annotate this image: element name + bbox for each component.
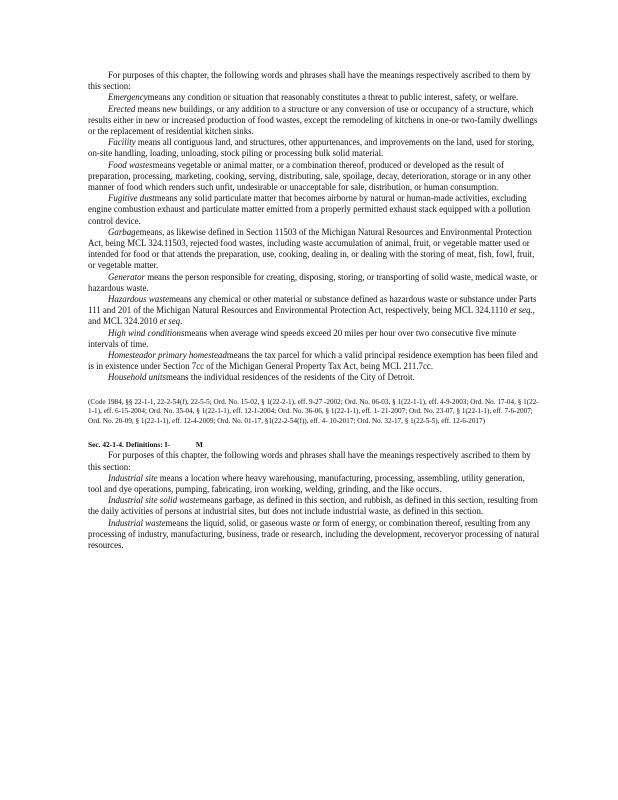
definition-text: means any condition or situation that reasonably constitutes a threat to public interest, safety, or welfare. — [147, 92, 519, 103]
term-high-wind: High wind conditions — [108, 327, 185, 338]
definition-text: means vegetable or animal matter, or a combination thereof, produced or developed as the result of preparation, processing, marketing, cooking, serving, distributing, sale, spoilage, decay, deterioration, storage or in any other manner of food which renders such unfit, undesirable or unacceptable for sale, distribution, or human consumption. — [88, 159, 532, 193]
term-food-wastes: Food wastes — [108, 159, 153, 170]
definition-text: means a location where heavy warehousing, manufacturing, processing, assembling, utility generation, tool and dye operations, pumping, fabricating, iron working, welding, grinding, and the like occurs. — [88, 472, 525, 495]
section-heading-letter: M — [195, 440, 203, 450]
definition-text: means when average wind speeds exceed 20 miles per hour over two consecutive five minute intervals of time. — [88, 327, 517, 349]
definition-text: means the person responsible for creating, disposing, storing, or transporting of solid waste, medical waste, or hazardous waste. — [88, 271, 538, 293]
definition-fugitive-dust — [88, 193, 540, 227]
definition-hazardous-waste — [88, 294, 540, 328]
term-erected: Erected — [108, 103, 136, 114]
definition-text: means garbage, as defined in this section, and rubbish, as defined in this section, resulting from the daily activities of persons at industrial sites, but does not include industrial waste, as defined in this section. — [88, 495, 538, 517]
definition-industrial-site-solid-waste — [88, 495, 540, 517]
definition-text-mid: , and MCL 324.2010 — [88, 305, 535, 327]
term-industrial-site: Industrial site — [108, 472, 158, 483]
definition-text: means all contiguous land, and structures, other appurtenances, and improvements on the land, used for storing, on-site handling, loading, unloading, stock piling or processing bulk solid material. — [88, 137, 535, 159]
et-seq-2: et seq — [159, 316, 181, 327]
term-homestead: Homesteador primary homestead — [108, 350, 227, 361]
term-hazardous-waste: Hazardous waste — [108, 294, 170, 305]
section-heading — [88, 440, 540, 450]
definition-text: means, as likewise defined in Section 11503 of the Michigan Natural Resources and Environmental Protection Act, being MCL 324.11503, rejected food wastes, including waste accumulation of animal, fruit, or vegetable matter used or intended for food or that attends the preparation, use, cooking, dealing in, or dealing with the storing of meat, fish, fowl, fruit, or vegetable matter. — [88, 226, 535, 271]
term-fugitive-dust: Fugitive dust — [108, 193, 155, 204]
definition-text: means the liquid, solid, or gaseous waste or form of energy, or combination thereof, resulting from any processing of industry, manufacturing, business, trade or research, including the development, recoveryor processing of natural resources. — [88, 517, 540, 551]
definition-household-units — [88, 372, 540, 383]
definition-text: means the individual residences of the residents of the City of Detroit. — [165, 372, 415, 383]
definition-homestead — [88, 350, 540, 372]
definition-erected — [88, 104, 540, 138]
definition-generator — [88, 272, 540, 294]
definition-text-end: . — [180, 316, 183, 327]
et-seq-1: et seq. — [509, 305, 533, 316]
definition-garbage — [88, 227, 540, 272]
definition-emergency — [88, 92, 540, 103]
section1-intro: For purposes of this chapter, the following words and phrases shall have the meanings respectively ascribed to them by this section: — [88, 70, 531, 92]
term-industrial-site-solid-waste: Industrial site solid waste — [108, 495, 200, 506]
definition-text: means any chemical or other material or substance defined as hazardous waste or substance under Parts 111 and 201 of the Michigan Natural Resources and Environmental Protection Act, respectively, being MCL 324.1110 — [88, 294, 537, 316]
term-facility: Facility — [108, 137, 136, 148]
definition-facility — [88, 137, 540, 159]
term-industrial-waste: Industrial waste — [108, 517, 166, 528]
definition-text: means new buildings, or any addition to a structure or any conversion of use or occupancy of a structure, which results either in new or increased production of food wastes, except the remodeling of kitchens in one-or two-family dwellings or the replacement of residential kitchen sinks. — [88, 103, 538, 137]
definition-text: means the tax parcel for which a valid principal residence exemption has been filed and is in existence under Section 7cc of the Michigan General Property Tax Act, being MCL 211.7cc. — [88, 350, 538, 372]
definition-industrial-waste — [88, 518, 540, 552]
section-heading-text: Sec. 42-1-4. Definitions: I- — [88, 440, 170, 450]
term-household-units: Household units — [108, 372, 166, 383]
document-page — [88, 70, 540, 551]
definition-industrial-site — [88, 473, 540, 495]
definition-food-wastes — [88, 160, 540, 194]
section2-body — [88, 450, 540, 551]
term-emergency: Emergency — [108, 92, 148, 103]
term-garbage: Garbage — [108, 226, 140, 237]
legislative-history-citation: (Code 1984, §§ 22-1-1, 22-2-54(f), 22-5-5; Ord. No. 15-02, § 1(22-2-1), eff. 9-27 -2002; Ord. No. 06-03, § 1(22-1-1), eff. 4-9-2003; Ord. No. 17-04, § 1(22-1-1), eff. 6-15-2004; Ord. No. 35-04, § 1(22-1-1), eff. 12-1-2004; Ord. No. 36-06, § 1(22-1-1), eff. 1- 21-2007; Ord. No. 23-07, § 1(22-1-1), eff. 7-6-2007; Ord. No. 20-09, § 1(22-1-1), eff. 12-4-2009; Ord. No. 01-17, §1(22-2-54(f)), eff. 4- 10-2017; Ord. No. 32-17, § 1(22-5-5), eff. 12-6-2017) — [88, 397, 539, 425]
section2-intro: For purposes of this chapter, the following words and phrases shall have the meanings respectively ascribed to them by this section: — [88, 450, 531, 472]
definition-high-wind — [88, 328, 540, 350]
definition-text: means any solid particulate matter that becomes airborne by natural or human-made activities, excluding engine combustion exhaust and particulate matter emitted from a properly permitted exhaust stack equipped with a pollution control device. — [88, 193, 531, 226]
term-generator: Generator — [108, 271, 145, 282]
